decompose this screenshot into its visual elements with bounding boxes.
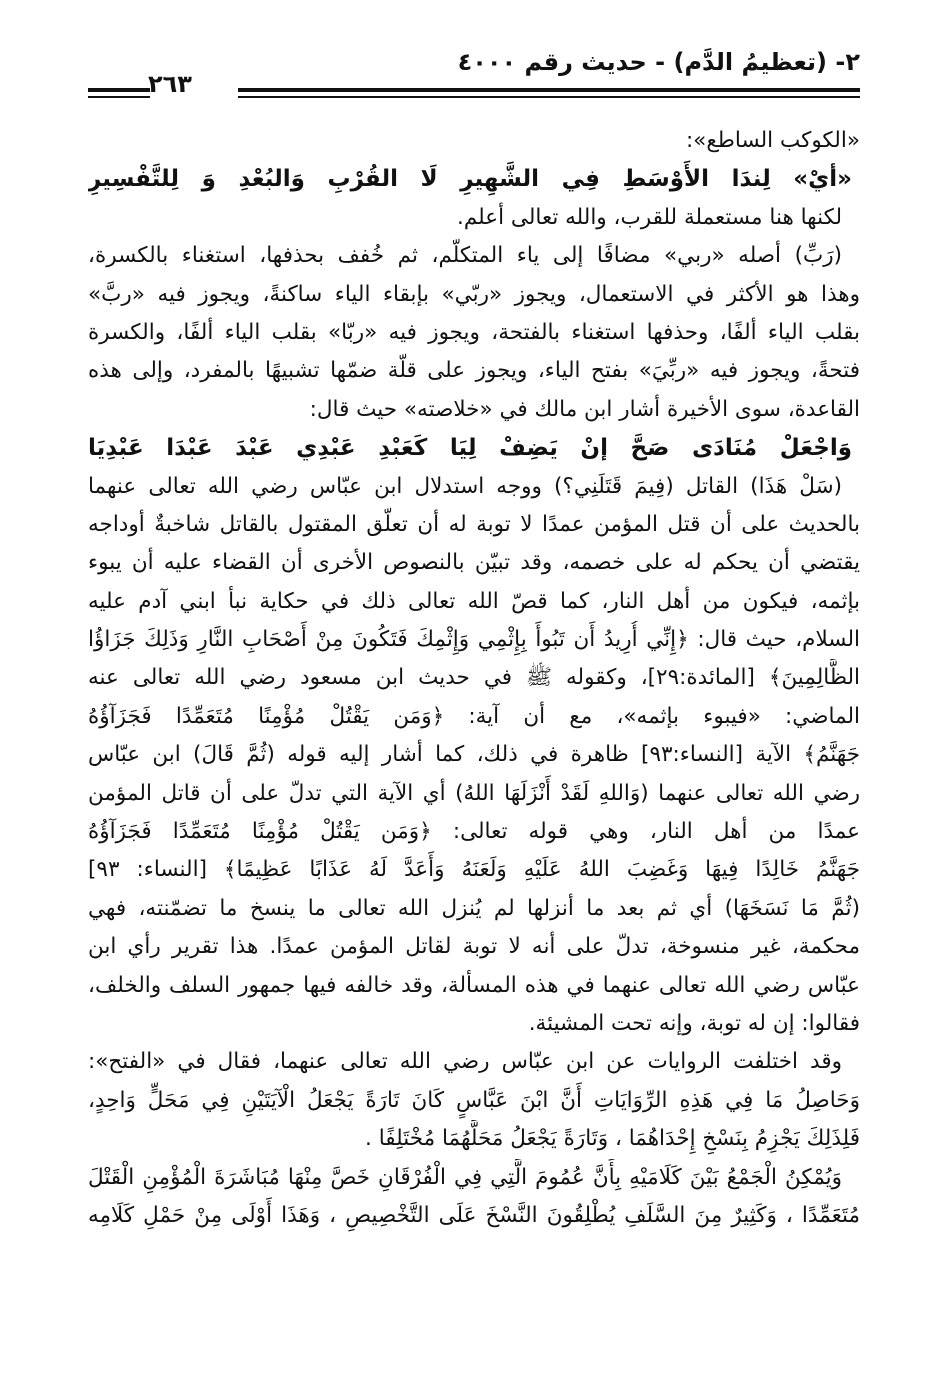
page-number: ٢٦٣	[148, 70, 192, 98]
header-rule-thin	[238, 96, 860, 98]
text-line: عمدًا من أهل النار، وهي قوله تعالى: ﴿وَمَن يَقْتُلْ مُؤْمِنًا مُتَعَمِّدًا فَجَزَآؤُهُ	[88, 819, 860, 845]
document-page	[88, 40, 860, 1340]
page-number-rule	[88, 88, 150, 92]
text-line: لكنها هنا مستعملة للقرب، والله تعالى أعلم.	[457, 204, 842, 230]
text-line: الظَّالِمِينَ﴾ [المائدة:٢٩]، وكقوله ﷺ في حديث ابن مسعود رضي الله تعالى عنه	[88, 665, 860, 691]
text-line: جَهَنَّمُ خَالِدًا فِيهَا وَغَضِبَ اللهُ عَلَيْهِ وَلَعَنَهُ وَأَعَدَّ لَهُ عَذَابًا عَظِيمًا﴾ [النساء: ٩٣]	[88, 857, 860, 883]
text-line: فقالوا: إن له توبة، وإنه تحت المشيئة.	[528, 1010, 860, 1036]
text-line: الماضي: «فيبوء بإثمه»، مع أن آية: ﴿وَمَن يَقْتُلْ مُؤْمِنًا مُتَعَمِّدًا فَجَزَآؤُهُ	[88, 703, 860, 729]
text-line: رضي الله تعالى عنهما (وَاللهِ لَقَدْ أَنْزَلَهَا اللهُ) أي الآية التي تدلّ على أن قاتل المؤمن	[88, 780, 860, 806]
header-title: ٢- (تعظيمُ الدَّم) - حديث رقم ٤٠٠٠	[457, 48, 860, 76]
quoted-text-line: مُتَعَمِّدًا ، وَكَثِيرٌ مِنَ السَّلَفِ يُطْلِقُونَ النَّسْخَ عَلَى التَّخْصِيصِ ، وَهَذَا أَوْلَى مِنْ حَمْلِ كَلَامِه	[88, 1202, 860, 1228]
text-line: القاعدة، سوى الأخيرة أشار ابن مالك في «خلاصته» حيث قال:	[309, 396, 860, 422]
text-line: (ثُمَّ مَا نَسَخَهَا) أي ثم بعد ما أنزلها لم يُنزل الله تعالى ما ينسخ ما تضمّنته، فهي	[88, 895, 860, 921]
page-body	[88, 122, 860, 1235]
text-line: يقتضي أن يحكم له على خصمه، وقد تبيّن بالنصوص الأخرى أن القضاء عليه أن يبوء	[88, 550, 860, 576]
text-line: «الكوكب الساطع»:	[685, 128, 860, 153]
text-line: السلام، حيث قال: ﴿إِنِّي أُرِيدُ أَن تَبُوأَ بِإِثْمِي وَإِثْمِكَ فَتَكُونَ مِنْ أَصْحَابِ النَّارِ وَذَلِكَ جَزَاؤُا	[88, 627, 860, 653]
text-line: وقد اختلفت الروايات عن ابن عبّاس رضي الله تعالى عنهما، فقال في «الفتح»:	[88, 1049, 842, 1075]
text-line: (رَبِّ) أصله «ربي» مضافًا إلى ياء المتكلّم، ثم خُفف بحذفها، استغناء بالكسرة،	[88, 243, 842, 269]
text-line: بقلب الياء ألفًا، وحذفها استغناء بالفتحة، ويجوز فيه «ربّا» بقلب الياء ألفًا، والكسرة	[88, 319, 860, 345]
header-rule	[238, 88, 860, 92]
quoted-text-line: وَحَاصِلُ مَا فِي هَذِهِ الرِّوَايَاتِ أَنَّ ابْنَ عَبَّاسٍ كَانَ تَارَةً يَجْعَلُ الْآيَتَيْنِ فِي مَحَلٍّ وَاحِدٍ،	[88, 1087, 860, 1113]
page-number-rule-thin	[88, 96, 150, 98]
text-line: وهذا هو الأكثر في الاستعمال، ويجوز «ربّي» بإبقاء الياء ساكنةً، ويجوز فيه «ربَّ»	[88, 281, 860, 307]
quoted-text-line: وَيُمْكِنُ الْجَمْعُ بَيْنَ كَلَامَيْهِ بِأَنَّ عُمُومَ الَّتِي فِي الْفُرْقَانِ خَصَّ مِنْهَا مُبَاشَرَةَ الْمُؤْمِنِ الْقَتْلَ	[88, 1164, 842, 1190]
poetry-verse: وَاجْعَلْ مُنَادَى صَحَّ إنْ يَضِفْ لِيَا كَعَبْدِ عَبْدِي عَبْدَ عَبْدَا عَبْدِيَا	[88, 435, 852, 462]
poetry-verse: «أيْ» لِندَا الأَوْسَطِ فِي الشَّهِيرِ لَا القُرْبِ وَالبُعْدِ وَ لِلتَّفْسِيرِ	[88, 166, 852, 193]
text-line: عبّاس رضي الله تعالى عنهما في هذه المسألة، وقد خالفه فيها جمهور السلف والخلف،	[88, 972, 860, 998]
text-line: بإثمه، فيكون من أهل النار، كما قصّ الله تعالى ذلك في حكاية نبأ ابني آدم عليه	[88, 588, 860, 614]
text-line: محكمة، غير منسوخة، تدلّ على أنه لا توبة لقاتل المؤمن عمدًا. هذا تقرير رأي ابن	[88, 934, 860, 960]
quoted-text-line: فَلِذَلِكَ يَجْزِمُ بِنَسْخِ إِحْدَاهُمَا ، وَتَارَةً يَجْعَلُ مَحَلَّهُمَا مُخْتَلِفًا .	[365, 1126, 860, 1152]
text-line: جَهَنَّمُ﴾ الآية [النساء:٩٣] ظاهرة في ذلك، كما أشار إليه قوله (ثُمَّ قَالَ) ابن عبّاس	[88, 742, 860, 768]
text-line: (سَلْ هَذَا) القاتل (فِيمَ قَتَلَنِي؟) ووجه استدلال ابن عبّاس رضي الله تعالى عنهما	[88, 473, 842, 499]
running-header	[88, 40, 860, 102]
text-line: بالحديث على أن قتل المؤمن عمدًا لا توبة له أن تعلّق المقتول بالقاتل شاخبةٌ أوداجه	[88, 511, 860, 537]
text-line: فتحةً، ويجوز فيه «ربِّيَ» بفتح الياء، ويجوز على قلّة ضمّها تشبيهًا بالمفرد، وإلى هذه	[88, 358, 860, 384]
